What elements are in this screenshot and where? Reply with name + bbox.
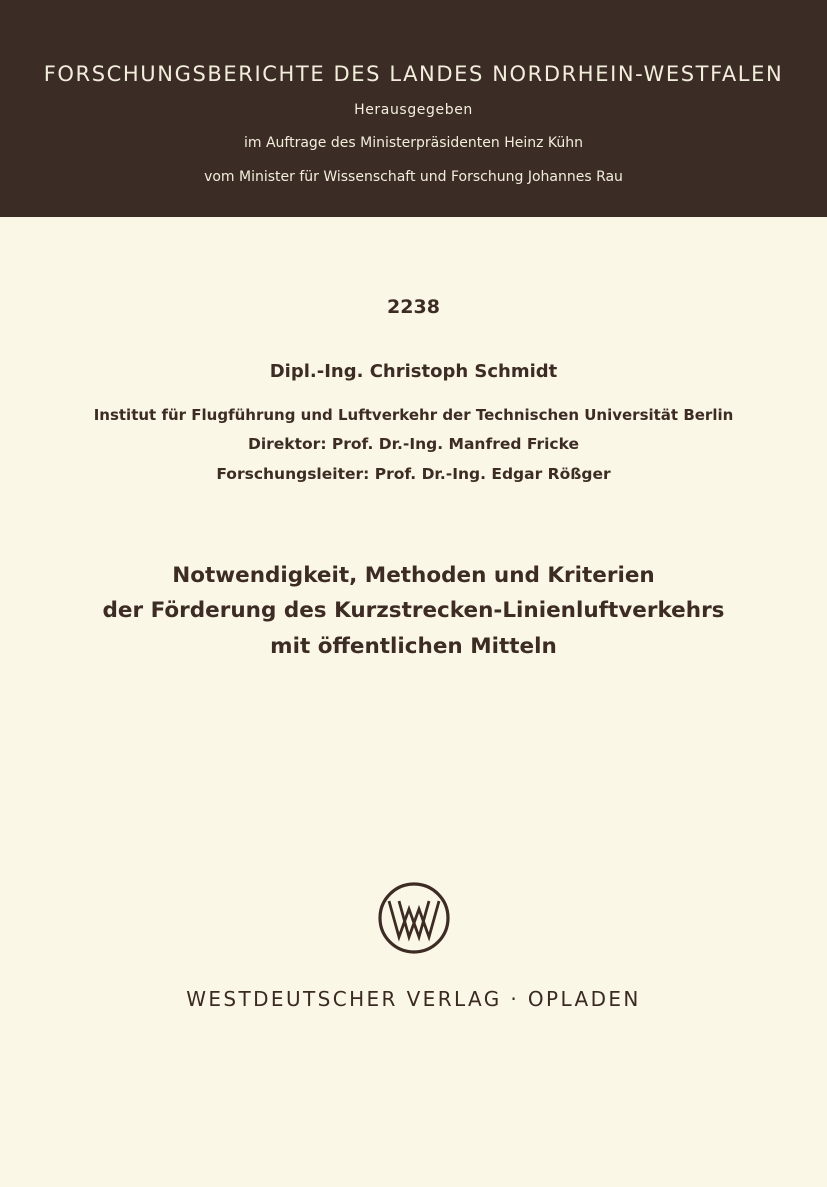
report-number: 2238 — [387, 296, 440, 318]
director-line: Direktor: Prof. Dr.-Ing. Manfred Fricke — [247, 435, 580, 453]
editor-line: im Auftrage des Ministerpräsidenten Heinz Kühn — [243, 135, 584, 151]
publisher-logo — [377, 881, 451, 955]
editor-line: vom Minister für Wissenschaft und Forschung Johannes Rau — [204, 169, 623, 185]
series-title: FORSCHUNGSBERICHTE DES LANDES NORDRHEIN-WESTFALEN — [43, 62, 784, 86]
series-header-band — [0, 0, 827, 217]
book-title-line: Notwendigkeit, Methoden und Kriterien — [172, 563, 655, 588]
institute-line: Institut für Flugführung und Luftverkehr der Technischen Universität Berlin — [93, 406, 734, 424]
author-name: Dipl.-Ing. Christoph Schmidt — [269, 361, 558, 382]
publisher-imprint: WESTDEUTSCHER VERLAG · OPLADEN — [186, 987, 641, 1011]
book-title-line: der Förderung des Kurzstrecken-Linienluftverkehrs — [102, 598, 725, 623]
editor-line: Herausgegeben — [354, 102, 473, 118]
book-title-line: mit öffentlichen Mitteln — [270, 634, 557, 659]
research-lead-line: Forschungsleiter: Prof. Dr.-Ing. Edgar Rößger — [216, 465, 611, 483]
